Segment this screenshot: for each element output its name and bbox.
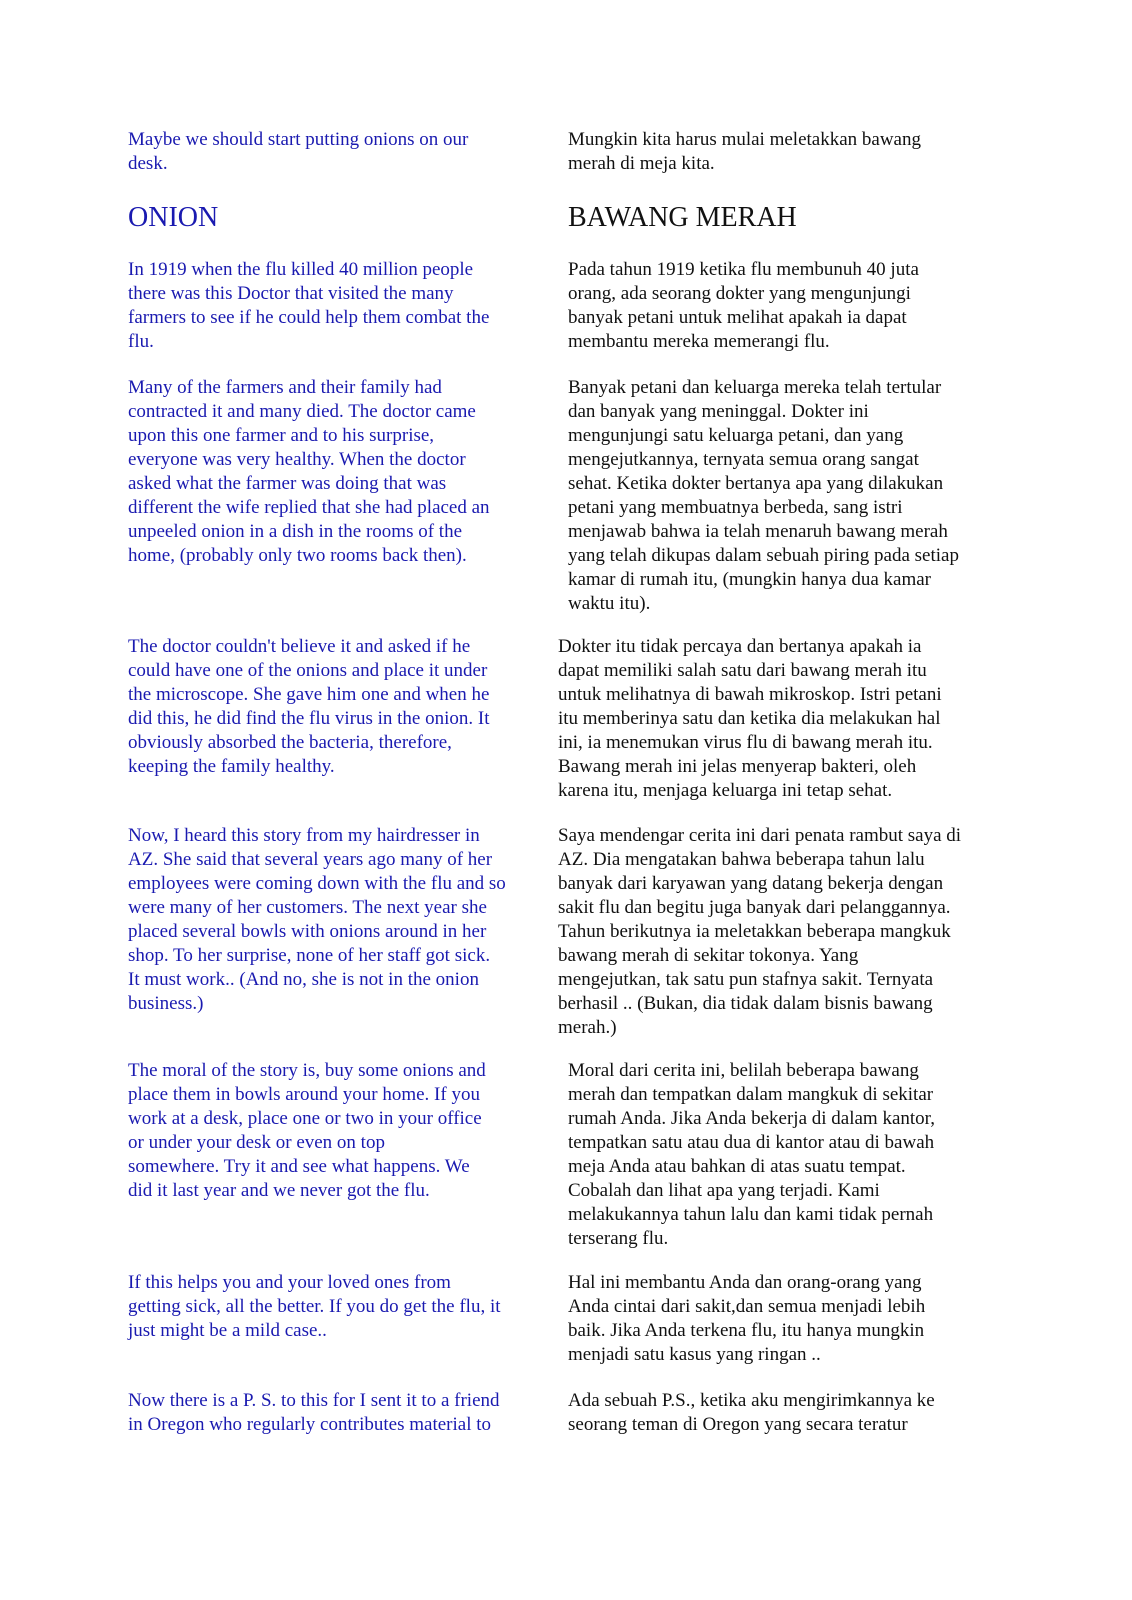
paragraph-7-english: Now there is a P. S. to this for I sent it to a friend in Oregon who regularly contributes material to — [128, 1390, 500, 1435]
paragraph-2-english: Many of the farmers and their family had contracted it and many died. The doctor came upon this one farmer and to his surprise, everyone was very healthy. When the doctor asked what the farmer was doing that was different the wife replied that she had placed an unpeeled onion in a dish in the rooms of the home, (probably only two rooms back then). — [128, 377, 490, 566]
paragraph-6-indonesian: Hal ini membantu Anda dan orang-orang yang Anda cintai dari sakit,dan semua menjadi lebih baik. Jika Anda terkena flu, itu hanya mungkin menjadi satu kasus yang ringan .. — [568, 1272, 926, 1365]
paragraph-5-english: The moral of the story is, buy some onions and place them in bowls around your home. If you work at a desk, place one or two in your office or under your desk or even on top somewhere. Try it and see what happens. We did it last year and we never got the flu. — [128, 1060, 486, 1201]
paragraph-3-indonesian: Dokter itu tidak percaya dan bertanya apakah ia dapat memiliki salah satu dari bawang merah itu untuk melihatnya di bawah mikroskop. Istri petani itu memberinya satu dan ketika dia melakukan hal ini, ia menemukan virus flu di bawang merah itu. Bawang merah ini jelas menyerap bakteri, oleh karena itu, menjaga keluarga ini tetap sehat. — [558, 636, 942, 801]
paragraph-4-english: Now, I heard this story from my hairdresser in AZ. She said that several years ago many of her employees were coming down with the flu and so were many of her customers. The next year she placed several bowls with onions around in her shop. To her surprise, none of her staff got sick. It must work.. (And no, she is not in the onion business.) — [128, 825, 506, 1014]
paragraph-6-english: If this helps you and your loved ones from getting sick, all the better. If you do get the flu, it just might be a mild case.. — [128, 1272, 501, 1341]
paragraph-1-english: In 1919 when the flu killed 40 million people there was this Doctor that visited the many farmers to see if he could help them combat the flu. — [128, 259, 490, 352]
paragraph-5-indonesian: Moral dari cerita ini, belilah beberapa bawang merah dan tempatkan dalam mangkuk di sekitar rumah Anda. Jika Anda bekerja di dalam kantor, tempatkan satu atau dua di kantor atau di bawah meja Anda atau bahkan di atas suatu tempat. Cobalah dan lihat apa yang terjadi. Kami melakukannya tahun lalu dan kami tidak pernah terserang flu. — [568, 1060, 935, 1249]
paragraph-1-indonesian: Pada tahun 1919 ketika flu membunuh 40 juta orang, ada seorang dokter yang mengunjungi banyak petani untuk melihat apakah ia dapat membantu mereka memerangi flu. — [568, 259, 919, 352]
heading-english: ONION — [128, 202, 219, 233]
paragraph-7-indonesian: Ada sebuah P.S., ketika aku mengirimkannya ke seorang teman di Oregon yang secara teratur — [568, 1390, 935, 1435]
heading-indonesian: BAWANG MERAH — [568, 202, 797, 233]
intro-indonesian: Mungkin kita harus mulai meletakkan bawang merah di meja kita. — [568, 129, 921, 174]
paragraph-2-indonesian: Banyak petani dan keluarga mereka telah tertular dan banyak yang meninggal. Dokter ini mengunjungi satu keluarga petani, dan yang mengejutkannya, ternyata semua orang sangat sehat. Ketika dokter bertanya apa yang dilakukan petani yang membuatnya berbeda, sang istri menjawab bahwa ia telah menaruh bawang merah yang telah dikupas dalam sebuah piring pada setiap kamar di rumah itu, (mungkin hanya dua kamar waktu itu). — [568, 377, 959, 614]
intro-english: Maybe we should start putting onions on our desk. — [128, 129, 469, 174]
paragraph-4-indonesian: Saya mendengar cerita ini dari penata rambut saya di AZ. Dia mengatakan bahwa beberapa tahun lalu banyak dari karyawan yang datang bekerja dengan sakit flu dan begitu juga banyak dari pelanggannya. Tahun berikutnya ia meletakkan beberapa mangkuk bawang merah di sekitar tokonya. Yang mengejutkan, tak satu pun stafnya sakit. Ternyata berhasil .. (Bukan, dia tidak dalam bisnis bawang merah.) — [558, 825, 962, 1038]
paragraph-3-english: The doctor couldn't believe it and asked if he could have one of the onions and place it under the microscope. She gave him one and when he did this, he did find the flu virus in the onion. It obviously absorbed the bacteria, therefore, keeping the family healthy. — [128, 636, 490, 777]
